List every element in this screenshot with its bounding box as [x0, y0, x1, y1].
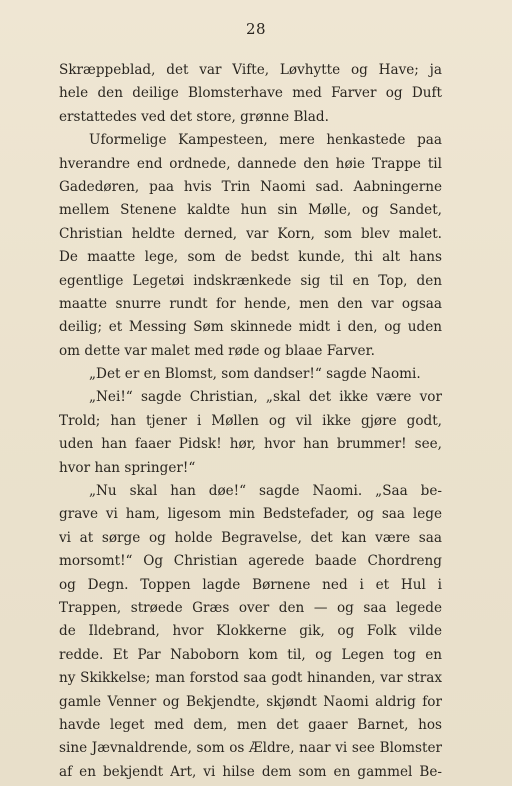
text-line: De maatte lege, som de bedst kunde, thi alt hans	[59, 249, 442, 266]
text-line: uden han faaer Pidsk! hør, hvor han brummer! see,	[59, 436, 442, 453]
text-line: Christian heldte derned, var Korn, som blev malet.	[59, 225, 442, 242]
text-line: Trold; han tjener i Møllen og vil ikke gjøre godt,	[59, 412, 442, 429]
text-line: Trappen, strøede Græs over den — og saa legede	[59, 599, 442, 616]
text-line: om dette var malet med røde og blaae Farver.	[59, 342, 375, 359]
page-number: 28	[245, 20, 267, 38]
text-line: ny Skikkelse; man forstod saa godt hinanden, var strax	[59, 670, 442, 687]
text-line: erstattedes ved det store, grønne Blad.	[59, 108, 329, 125]
text-line: „Nu skal han døe!“ sagde Naomi. „Saa be-	[89, 483, 442, 500]
text-line: mellem Stenene kaldte hun sin Mølle, og Sandet,	[59, 202, 442, 219]
text-line: Gadedøren, paa hvis Trin Naomi sad. Aabningerne	[59, 178, 442, 195]
text-line: grave vi ham, ligesom min Bedstefader, og saa lege	[59, 506, 442, 523]
text-line: hverandre end ordnede, dannede den høie Trappe til	[59, 155, 442, 172]
text-line: „Nei!“ sagde Christian, „skal det ikke være vor	[89, 389, 442, 406]
text-line: egentlige Legetøi indskrænkede sig til en Top, den	[59, 272, 442, 289]
text-line: maatte snurre rundt for hende, men den var ogsaa	[59, 295, 442, 312]
text-line: af en bekjendt Art, vi hilse dem som en gammel Be-	[59, 763, 442, 780]
text-line: og Degn. Toppen lagde Børnene ned i et Hul i	[59, 576, 442, 593]
body-text	[59, 59, 442, 784]
text-line: sine Jævnaldrende, som os Ældre, naar vi see Blomster	[59, 740, 442, 757]
text-line: „Det er en Blomst, som dandser!“ sagde Naomi.	[89, 366, 421, 383]
text-line: de Ildebrand, hvor Klokkerne gik, og Folk vilde	[59, 623, 442, 640]
text-line: redde. Et Par Naboborn kom til, og Legen tog en	[59, 646, 442, 663]
text-line: Skræppeblad, det var Vifte, Løvhytte og Have; ja	[59, 62, 442, 78]
text-line: hele den deilige Blomsterhave med Farver og Duft	[59, 85, 442, 102]
text-line: deilig; et Messing Søm skinnede midt i den, og uden	[59, 319, 442, 336]
text-line: vi at sørge og holde Begravelse, det kan være saa	[59, 529, 442, 546]
text-line: havde leget med dem, men det gaaer Barnet, hos	[59, 716, 442, 733]
text-line: hvor han springer!“	[59, 459, 196, 476]
text-line: gamle Venner og Bekjendte, skjøndt Naomi aldrig for	[59, 693, 442, 710]
text-line: morsomt!“ Og Christian agerede baade Chordreng	[59, 553, 442, 570]
text-line: Uformelige Kampesteen, mere henkastede paa	[89, 132, 442, 149]
